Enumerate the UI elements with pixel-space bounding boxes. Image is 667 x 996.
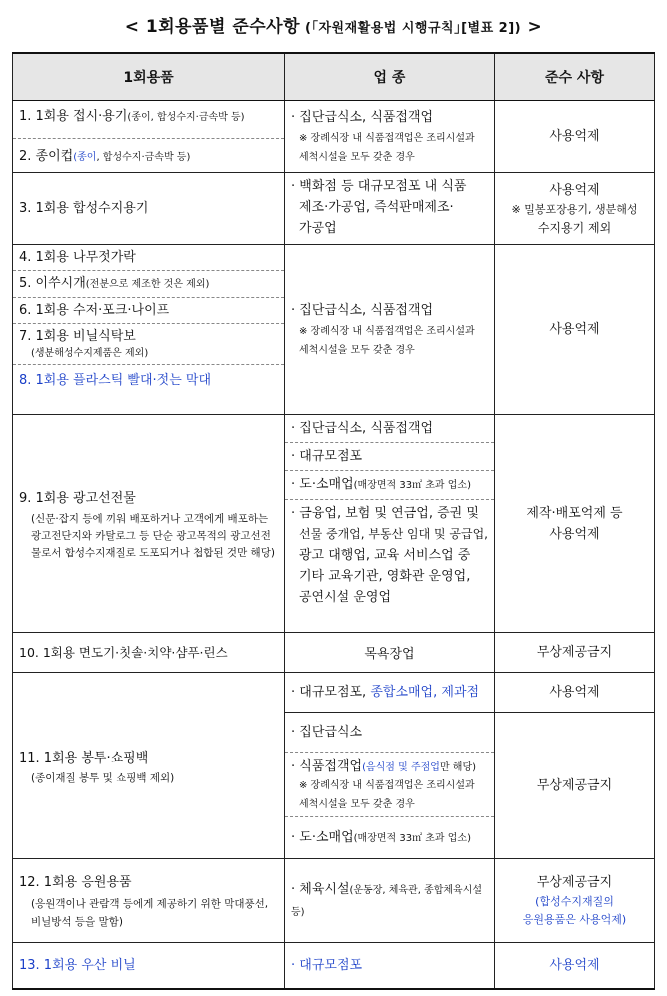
item-cell	[13, 245, 285, 415]
business-text: 광고 대행업, 교육 서비스업 중	[299, 548, 471, 563]
business-text: · 집단급식소	[291, 725, 363, 740]
item-note: (신문·잡지 등에 끼워 배포하거나 고객에게 배포하는 광고전단지와 카탈로그 등 단순 광고목적의 광고선전물로서 합성수지재질로 도포되거나 첩합된 것만 해당)	[31, 512, 275, 559]
table-row	[13, 245, 655, 415]
table-row	[13, 415, 655, 633]
business-text: · 체육시설(운동장, 체육관, 종합체육시설 등)	[291, 881, 483, 918]
business-text: · 집단급식소, 식품접객업	[285, 415, 494, 443]
item-cell	[13, 633, 285, 673]
list-item: 3. 1회용 합성수지용기	[19, 201, 149, 216]
business-note: ※ 장례식장 내 식품접객업은 조리시설과	[299, 326, 475, 337]
business-text: 기타 교육기관, 영화관 운영업,	[299, 569, 471, 584]
business-text: · 집단급식소, 식품접객업	[291, 110, 434, 125]
compliance-table	[12, 52, 655, 990]
business-text: · 도·소매업(매장면적 33㎡ 초과 업소)	[291, 829, 471, 845]
rule-cell: 사용억제	[495, 245, 655, 415]
business-cell	[285, 101, 495, 173]
business-cell	[285, 245, 495, 415]
rule-text: 사용억제	[549, 183, 600, 198]
list-item: 2. 종이컵(종이, 합성수지·금속박 등)	[19, 149, 191, 164]
table-row	[13, 859, 655, 943]
rule-cell: 사용억제	[495, 673, 655, 713]
business-cell	[285, 817, 495, 859]
business-text: 가공업	[299, 221, 337, 236]
list-item: 11. 1회용 봉투·쇼핑백	[19, 750, 149, 766]
business-cell	[285, 859, 495, 943]
item-note: (응원객이나 관람객 등에게 제공하기 위한 막대풍선, 비닐방석 등을 말함)	[31, 898, 269, 928]
list-item: 13. 1회용 우산 비닐	[19, 957, 136, 973]
list-item: 4. 1회용 나무젓가락	[13, 245, 284, 271]
page-title	[0, 12, 667, 37]
business-note: ※ 장례식장 내 식품접객업은 조리시설과	[299, 780, 475, 791]
business-note: 세척시설을 모두 갖춘 경우	[299, 152, 415, 163]
list-item: 5. 이쑤시개(전분으로 제조한 것은 제외)	[13, 271, 284, 298]
rule-cell: 무상제공금지	[495, 633, 655, 673]
item-cell	[13, 101, 285, 173]
business-text: · 대규모점포	[291, 957, 363, 973]
table-row	[13, 173, 655, 245]
business-text: · 집단급식소, 식품접객업	[291, 303, 434, 318]
header-item: 1회용품	[13, 53, 285, 101]
header-business: 업 종	[285, 53, 495, 101]
rule-text: 사용억제	[549, 526, 600, 542]
business-cell	[285, 753, 495, 817]
table-header-row	[13, 53, 655, 101]
title-main: < 1회용품별 준수사항	[124, 17, 301, 37]
business-text: · 백화점 등 대규모점포 내 식품	[291, 179, 467, 194]
rule-note: (합성수지재질의	[535, 895, 614, 908]
rule-note: 수지용기 제외	[537, 221, 612, 235]
list-item: 9. 1회용 광고선전물	[19, 490, 136, 506]
business-text: · 대규모점포, 종합소매업, 제과점	[291, 685, 480, 700]
rule-cell: 사용억제	[495, 943, 655, 989]
list-item: 12. 1회용 응원용품	[19, 875, 132, 890]
business-text: · 금융업, 보험 및 연금업, 증권 및	[291, 506, 479, 521]
business-cell	[285, 415, 495, 633]
business-text: 제조·가공업, 즉석판매제조·	[299, 200, 454, 215]
business-cell	[285, 713, 495, 753]
item-cell	[13, 173, 285, 245]
rule-note: 응원용품은 사용억제)	[522, 913, 627, 926]
rule-cell	[495, 859, 655, 943]
item-cell	[13, 943, 285, 989]
business-cell	[285, 673, 495, 713]
header-rule: 준수 사항	[495, 53, 655, 101]
item-cell	[13, 859, 285, 943]
business-text: 선물 중개업, 부동산 임대 및 공급업,	[299, 527, 488, 541]
item-cell	[13, 415, 285, 633]
business-text: · 도·소매업(매장면적 33㎡ 초과 업소)	[285, 471, 494, 500]
business-text: · 식품접객업(음식점 및 주점업만 해당)	[291, 759, 477, 774]
business-note: 세척시설을 모두 갖춘 경우	[299, 799, 415, 810]
list-item: 10. 1회용 면도기·칫솔·치약·샴푸·린스	[19, 645, 228, 660]
list-item: 7. 1회용 비닐식탁보 (생분해성수지제품은 제외)	[13, 324, 284, 365]
table-row	[13, 101, 655, 173]
rule-cell	[495, 173, 655, 245]
business-note: 세척시설을 모두 갖춘 경우	[299, 345, 415, 356]
rule-text: 무상제공금지	[536, 875, 613, 890]
business-cell	[285, 173, 495, 245]
rule-note: ※ 밀봉포장용기, 생분해성	[511, 203, 638, 216]
item-note: (종이재질 봉투 및 쇼핑백 제외)	[31, 771, 175, 784]
rule-cell: 무상제공금지	[495, 713, 655, 859]
item-cell	[13, 673, 285, 859]
business-text: · 대규모점포	[285, 443, 494, 471]
title-sub: (｢자원재활용법 시행규칙｣[별표 2])	[300, 21, 522, 36]
title-end: >	[521, 17, 543, 37]
rule-cell	[495, 415, 655, 633]
list-item: 1. 1회용 접시·용기(종이, 합성수지·금속박 등)	[13, 101, 284, 139]
table-row	[13, 943, 655, 989]
business-note: ※ 장례식장 내 식품접객업은 조리시설과	[299, 133, 475, 144]
list-item: 8. 1회용 플라스틱 빨대·젓는 막대	[19, 373, 212, 388]
table-row	[13, 673, 655, 713]
business-text: 공연시설 운영업	[299, 590, 392, 605]
rule-text: 제작·배포억제 등	[526, 505, 623, 521]
table-row	[13, 633, 655, 673]
business-cell: 목욕장업	[285, 633, 495, 673]
rule-cell: 사용억제	[495, 101, 655, 173]
business-cell	[285, 943, 495, 989]
list-item: 6. 1회용 수저·포크·나이프	[13, 298, 284, 324]
